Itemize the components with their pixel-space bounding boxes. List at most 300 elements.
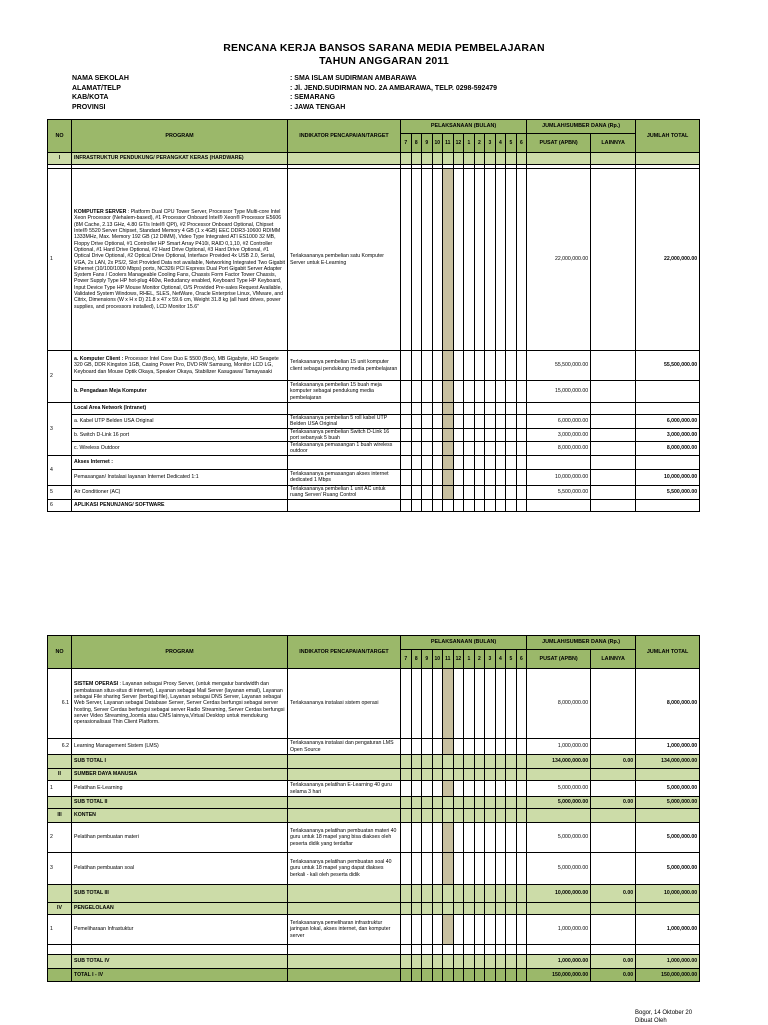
month-cell bbox=[495, 381, 506, 403]
month-cell bbox=[464, 403, 475, 415]
month-cell bbox=[516, 739, 527, 755]
month-cell bbox=[516, 351, 527, 381]
month-cell bbox=[422, 153, 433, 165]
month-cell bbox=[401, 797, 412, 809]
month-cell bbox=[506, 455, 517, 469]
month-cell bbox=[464, 781, 475, 797]
month-cell bbox=[411, 169, 422, 351]
header-total: JUMLAH TOTAL bbox=[636, 120, 700, 153]
month-cell bbox=[485, 823, 496, 853]
table-row bbox=[48, 797, 700, 809]
program-description: : Platform Dual CPU Tower Server, Processor Type Multi-core Intel Xeon Processor (Nehalem-based), #1 Processor Onboard Intel® Xeon® Processor E5606 (8M Cache, 2.13 GHz, 4.80 GT/s Intel® QPI), #2 Processor Onboard Optional, Chipset Intel® 5520 Server Chipset, Standard Memory 4 GB (1 x 4GB) EEC DDR3-10600 RDIMM 1333MHz, Max. Memory 192 GB (12 DIMM), Video Type Integrated ATI ES1000 32 MB, Floppy Drive Optional, #1 Controller HP Smart Array P410i, RAID 0,1,10, #2 Controller Optional, #1 Hard Drive Optional, #2 Hard Drive Optional, #3 Hard Drive Optional, #1 Optical Drive Optional, #2 Optical Drive Optional, Interface Provided 4x USB 2.0, Serial, VGA, 2x LAN, 2x PS/2, Slot Provided Data not available, Networking Integrated Two Gigabit Ethernet (10/100/1000 Mbps) ports, NC326i PCI Express Dual Port Gigabit Server Adapter System Fans / Coolers Manageable Cooling Fans, Chassis Form Factor Tower Chassis, Power Supply Type HP hot-plug 460w, Redudancy enabled, Keyboard Type HP Keyboard, Input Device Type HP Mouse Monitor Optional, O/S Provided Pre-sales Request Available, Validated System Windows, RHEL, SLES, NetWare, Oracle Enterprise Linux, VMware, and Citrix, Dimensions (W x H x D) 21.8 x 47 x 59.6 cm, Weight 31.8 kg (all hard drives, power supplies, and processors installed), LCD Monitor 15.6" bbox=[74, 209, 285, 309]
total-amount bbox=[636, 809, 700, 823]
blank-cell bbox=[411, 945, 422, 955]
month-cell bbox=[516, 499, 527, 511]
header-month: 8 bbox=[411, 134, 422, 153]
month-cell bbox=[464, 955, 475, 969]
month-cell bbox=[401, 823, 412, 853]
header-month: 12 bbox=[453, 650, 464, 669]
pusat-amount: 8,000,000.00 bbox=[527, 442, 591, 456]
month-cell bbox=[485, 351, 496, 381]
section-title: KONTEN bbox=[72, 809, 288, 823]
header-pusat: PUSAT (APBN) bbox=[527, 650, 591, 669]
month-cell bbox=[432, 442, 443, 456]
month-cell bbox=[432, 739, 443, 755]
row-number: 1 bbox=[48, 169, 72, 351]
month-cell bbox=[485, 381, 496, 403]
program-cell bbox=[72, 455, 288, 469]
month-cell bbox=[506, 428, 517, 442]
month-cell bbox=[516, 755, 527, 769]
total-amount: 10,000,000.00 bbox=[636, 885, 700, 903]
header-indicator: INDIKATOR PENCAPAIAN/TARGET bbox=[288, 120, 401, 153]
month-cell bbox=[516, 153, 527, 165]
info-row-school bbox=[72, 74, 497, 84]
month-cell bbox=[411, 823, 422, 853]
month-cell bbox=[516, 485, 527, 499]
month-cell bbox=[453, 485, 464, 499]
month-cell bbox=[464, 381, 475, 403]
header-month: 5 bbox=[506, 134, 517, 153]
month-cell bbox=[443, 969, 454, 982]
month-cell bbox=[474, 809, 485, 823]
month-cell bbox=[453, 455, 464, 469]
indicator-cell bbox=[288, 903, 401, 915]
month-cell bbox=[432, 153, 443, 165]
month-cell bbox=[401, 485, 412, 499]
month-cell bbox=[411, 755, 422, 769]
month-cell bbox=[474, 769, 485, 781]
month-cell bbox=[453, 428, 464, 442]
info-label: NAMA SEKOLAH bbox=[72, 74, 290, 84]
program-heading: APLIKASI PENUNJANG/ SOFTWARE bbox=[74, 502, 165, 508]
row-number: 2 bbox=[48, 823, 72, 853]
month-cell bbox=[411, 769, 422, 781]
total-amount: 5,000,000.00 bbox=[636, 797, 700, 809]
month-cell bbox=[443, 903, 454, 915]
month-cell bbox=[453, 885, 464, 903]
month-cell bbox=[485, 428, 496, 442]
program-heading: Local Area Network (Intranet) bbox=[74, 405, 146, 411]
row-number: 4 bbox=[48, 455, 72, 485]
table-row bbox=[48, 415, 700, 429]
row-number: 1 bbox=[48, 781, 72, 797]
info-row-regency bbox=[72, 93, 497, 103]
month-cell bbox=[495, 169, 506, 351]
month-cell bbox=[495, 885, 506, 903]
month-cell bbox=[506, 169, 517, 351]
other-amount bbox=[591, 428, 636, 442]
month-cell bbox=[411, 153, 422, 165]
month-cell bbox=[432, 415, 443, 429]
month-cell bbox=[474, 669, 485, 739]
month-cell bbox=[485, 903, 496, 915]
month-cell bbox=[432, 351, 443, 381]
month-cell bbox=[401, 903, 412, 915]
month-cell bbox=[432, 809, 443, 823]
table-row bbox=[48, 969, 700, 982]
month-cell bbox=[411, 428, 422, 442]
row-number bbox=[48, 755, 72, 769]
program-cell bbox=[72, 915, 288, 945]
month-cell bbox=[432, 755, 443, 769]
month-cell bbox=[432, 903, 443, 915]
month-cell bbox=[506, 153, 517, 165]
other-amount bbox=[591, 169, 636, 351]
program-description: Pemasangan/ Instalasi layanan Internet Dedicated 1:1 bbox=[74, 474, 199, 480]
month-cell bbox=[516, 442, 527, 456]
row-number: 6 bbox=[48, 499, 72, 511]
month-cell bbox=[453, 769, 464, 781]
header-fund-source: JUMLAH/SUMBER DANA (Rp.) bbox=[527, 120, 636, 134]
month-cell bbox=[422, 403, 433, 415]
info-row-province bbox=[72, 103, 497, 113]
month-cell bbox=[453, 469, 464, 485]
month-cell bbox=[495, 499, 506, 511]
month-cell bbox=[443, 755, 454, 769]
month-cell bbox=[453, 169, 464, 351]
signature-date: Bogor, 14 Oktober 20 bbox=[635, 1010, 692, 1018]
total-amount: 55,500,000.00 bbox=[636, 351, 700, 381]
other-amount bbox=[591, 485, 636, 499]
month-cell bbox=[464, 739, 475, 755]
info-label: ALAMAT/TELP bbox=[72, 84, 290, 94]
month-cell bbox=[453, 499, 464, 511]
month-cell bbox=[495, 969, 506, 982]
month-cell bbox=[432, 769, 443, 781]
table-row bbox=[48, 945, 700, 955]
other-amount bbox=[591, 499, 636, 511]
month-cell bbox=[453, 415, 464, 429]
month-cell bbox=[453, 903, 464, 915]
other-amount bbox=[591, 823, 636, 853]
blank-cell bbox=[432, 945, 443, 955]
month-cell bbox=[422, 809, 433, 823]
info-value: : JAWA TENGAH bbox=[290, 103, 345, 113]
budget-table-page2 bbox=[47, 635, 700, 982]
month-cell bbox=[506, 669, 517, 739]
pusat-amount: 8,000,000.00 bbox=[527, 669, 591, 739]
total-amount: 150,000,000.00 bbox=[636, 969, 700, 982]
month-cell bbox=[401, 381, 412, 403]
total-amount: 1,000,000.00 bbox=[636, 739, 700, 755]
other-amount bbox=[591, 381, 636, 403]
month-cell bbox=[516, 823, 527, 853]
row-number: 6.1 bbox=[48, 669, 72, 739]
indicator-cell: Terlaksananya pembelian 15 unit komputer client sebagai pendukung media pembelajaran bbox=[288, 351, 401, 381]
month-cell bbox=[432, 915, 443, 945]
blank-cell bbox=[636, 945, 700, 955]
total-amount: 5,000,000.00 bbox=[636, 781, 700, 797]
month-cell bbox=[464, 915, 475, 945]
total-amount bbox=[636, 903, 700, 915]
month-cell bbox=[506, 853, 517, 885]
month-cell bbox=[432, 403, 443, 415]
blank-cell bbox=[453, 945, 464, 955]
program-description: Pelatihan pembuatan soal bbox=[74, 865, 134, 871]
month-cell bbox=[516, 169, 527, 351]
other-amount bbox=[591, 469, 636, 485]
month-cell bbox=[464, 885, 475, 903]
month-cell bbox=[422, 381, 433, 403]
month-cell bbox=[443, 669, 454, 739]
indicator-cell bbox=[288, 755, 401, 769]
month-cell bbox=[506, 485, 517, 499]
other-amount bbox=[591, 403, 636, 415]
program-cell bbox=[72, 853, 288, 885]
row-number bbox=[48, 885, 72, 903]
total-amount: 8,000,000.00 bbox=[636, 442, 700, 456]
table-row bbox=[48, 351, 700, 381]
table-row bbox=[48, 403, 700, 415]
month-cell bbox=[411, 853, 422, 885]
month-cell bbox=[422, 739, 433, 755]
month-cell bbox=[495, 797, 506, 809]
row-number: 6.2 bbox=[48, 739, 72, 755]
month-cell bbox=[474, 969, 485, 982]
blank-cell bbox=[516, 945, 527, 955]
header-month: 2 bbox=[474, 134, 485, 153]
month-cell bbox=[432, 797, 443, 809]
program-cell bbox=[72, 499, 288, 511]
month-cell bbox=[495, 769, 506, 781]
month-cell bbox=[516, 381, 527, 403]
other-amount bbox=[591, 415, 636, 429]
row-number: 5 bbox=[48, 485, 72, 499]
other-amount: 0.00 bbox=[591, 797, 636, 809]
month-cell bbox=[495, 469, 506, 485]
header-no: NO bbox=[48, 120, 72, 153]
month-cell bbox=[422, 755, 433, 769]
month-cell bbox=[443, 415, 454, 429]
info-value: : SEMARANG bbox=[290, 93, 335, 103]
total-amount: 8,000,000.00 bbox=[636, 669, 700, 739]
month-cell bbox=[464, 809, 475, 823]
header-month: 4 bbox=[495, 650, 506, 669]
month-cell bbox=[401, 403, 412, 415]
month-cell bbox=[474, 755, 485, 769]
other-amount bbox=[591, 853, 636, 885]
table-row bbox=[48, 428, 700, 442]
month-cell bbox=[401, 885, 412, 903]
month-cell bbox=[453, 915, 464, 945]
indicator-cell bbox=[288, 955, 401, 969]
month-cell bbox=[464, 469, 475, 485]
month-cell bbox=[432, 469, 443, 485]
table-row bbox=[48, 455, 700, 469]
blank-cell bbox=[288, 945, 401, 955]
month-cell bbox=[506, 781, 517, 797]
total-amount: 5,000,000.00 bbox=[636, 853, 700, 885]
month-cell bbox=[516, 669, 527, 739]
program-cell bbox=[72, 485, 288, 499]
month-cell bbox=[464, 485, 475, 499]
header-month: 11 bbox=[443, 650, 454, 669]
month-cell bbox=[432, 885, 443, 903]
other-amount: 0.00 bbox=[591, 969, 636, 982]
month-cell bbox=[411, 442, 422, 456]
blank-cell bbox=[495, 945, 506, 955]
month-cell bbox=[453, 823, 464, 853]
blank-cell bbox=[48, 945, 72, 955]
pusat-amount: 22,000,000.00 bbox=[527, 169, 591, 351]
program-cell bbox=[72, 739, 288, 755]
month-cell bbox=[495, 781, 506, 797]
total-amount bbox=[636, 403, 700, 415]
program-description: Processor Intel Core Duo E 5500 (Box), MB Gigabyte, HD Seagete 320 GB, DDR Kingston 1GB, Casing Power Pro, DVD RW Samsung, Monitor LCD LG, Keyboard dan Mouse Optik Okaya, Speaker Okaya, Stabilizer Kasugawa/ Tamayasaki bbox=[74, 356, 279, 375]
month-cell bbox=[411, 669, 422, 739]
table-row bbox=[48, 485, 700, 499]
month-cell bbox=[401, 755, 412, 769]
month-cell bbox=[443, 455, 454, 469]
header-month: 10 bbox=[432, 134, 443, 153]
month-cell bbox=[506, 809, 517, 823]
month-cell bbox=[411, 499, 422, 511]
month-cell bbox=[506, 415, 517, 429]
month-cell bbox=[432, 955, 443, 969]
month-cell bbox=[474, 381, 485, 403]
month-cell bbox=[401, 739, 412, 755]
indicator-cell: Terlaksananya instalasi dan pengaturan LMS Open Source bbox=[288, 739, 401, 755]
month-cell bbox=[485, 915, 496, 945]
month-cell bbox=[464, 903, 475, 915]
month-cell bbox=[506, 755, 517, 769]
header-indicator: INDIKATOR PENCAPAIAN/TARGET bbox=[288, 636, 401, 669]
program-cell bbox=[72, 428, 288, 442]
subtotal-label: SUB TOTAL II bbox=[72, 797, 288, 809]
pusat-amount: 10,000,000.00 bbox=[527, 885, 591, 903]
month-cell bbox=[506, 885, 517, 903]
month-cell bbox=[422, 781, 433, 797]
pusat-amount: 5,500,000.00 bbox=[527, 485, 591, 499]
indicator-cell bbox=[288, 499, 401, 511]
month-cell bbox=[432, 169, 443, 351]
month-cell bbox=[401, 915, 412, 945]
program-cell bbox=[72, 415, 288, 429]
month-cell bbox=[453, 755, 464, 769]
month-cell bbox=[411, 781, 422, 797]
header-month: 8 bbox=[411, 650, 422, 669]
info-row-address bbox=[72, 84, 497, 94]
program-description: : Layanan sebagai Proxy Server, (untuk mengatur bandwidth dan pembatasan situs-situs di internet), Layanan sebagai Mail Server (layanan email), Layanan sebagai File sharing Server (berbagi file), Layanan sebagai DNS Server, Layanan sebagai Web Server, Layanan sebagai Database Server, Server Cerdas berfungsi sebagai server hosting, Server Cerdas berfungsi sebagai server Radio Streaming, Server Cerdas berfungsi server Video Streaming,Joomla atau CMS lainnya,Virtual Desktop untuk mendukung operasionalisasi Thin Client Platform. bbox=[74, 681, 285, 725]
month-cell bbox=[516, 885, 527, 903]
month-cell bbox=[411, 403, 422, 415]
program-cell bbox=[72, 403, 288, 415]
row-number bbox=[48, 969, 72, 982]
other-amount bbox=[591, 153, 636, 165]
other-amount bbox=[591, 769, 636, 781]
program-cell bbox=[72, 781, 288, 797]
pusat-amount: 55,500,000.00 bbox=[527, 351, 591, 381]
month-cell bbox=[516, 769, 527, 781]
indicator-cell: Terlaksananya pembelian Switch D-Link 16 port sebanyak 5 buah bbox=[288, 428, 401, 442]
month-cell bbox=[464, 169, 475, 351]
month-cell bbox=[485, 415, 496, 429]
month-cell bbox=[443, 809, 454, 823]
month-cell bbox=[411, 351, 422, 381]
table-row bbox=[48, 499, 700, 511]
month-cell bbox=[422, 499, 433, 511]
month-cell bbox=[464, 442, 475, 456]
month-cell bbox=[495, 153, 506, 165]
month-cell bbox=[485, 499, 496, 511]
program-description: b. Switch D-Link 16 port bbox=[74, 432, 129, 438]
total-amount: 1,000,000.00 bbox=[636, 955, 700, 969]
month-cell bbox=[411, 915, 422, 945]
table-row bbox=[48, 903, 700, 915]
section-title: SUMBER DAYA MANUSIA bbox=[72, 769, 288, 781]
month-cell bbox=[474, 885, 485, 903]
pusat-amount: 5,000,000.00 bbox=[527, 781, 591, 797]
month-cell bbox=[495, 442, 506, 456]
pusat-amount bbox=[527, 153, 591, 165]
month-cell bbox=[411, 955, 422, 969]
month-cell bbox=[485, 739, 496, 755]
blank-cell bbox=[474, 945, 485, 955]
month-cell bbox=[516, 853, 527, 885]
month-cell bbox=[422, 885, 433, 903]
month-cell bbox=[422, 769, 433, 781]
other-amount bbox=[591, 809, 636, 823]
indicator-cell bbox=[288, 797, 401, 809]
month-cell bbox=[485, 969, 496, 982]
month-cell bbox=[495, 915, 506, 945]
month-cell bbox=[464, 823, 475, 853]
month-cell bbox=[411, 381, 422, 403]
month-cell bbox=[495, 823, 506, 853]
month-cell bbox=[432, 669, 443, 739]
month-cell bbox=[422, 969, 433, 982]
indicator-cell: Terlaksananya pemasangan akses internet dedicated 1 Mbps bbox=[288, 469, 401, 485]
indicator-cell: Terlaksananya pembelian 1 unit AC untuk ruang Server/ Ruang Control bbox=[288, 485, 401, 499]
month-cell bbox=[516, 403, 527, 415]
blank-cell bbox=[464, 945, 475, 955]
month-cell bbox=[401, 153, 412, 165]
table-row bbox=[48, 781, 700, 797]
month-cell bbox=[495, 903, 506, 915]
pusat-amount: 3,000,000.00 bbox=[527, 428, 591, 442]
month-cell bbox=[443, 428, 454, 442]
month-cell bbox=[453, 739, 464, 755]
header-month: 11 bbox=[443, 134, 454, 153]
month-cell bbox=[506, 769, 517, 781]
month-cell bbox=[422, 915, 433, 945]
indicator-cell: Terlaksananya pembelian 15 buah meja komputer sebagai pendukung media pembelajaran bbox=[288, 381, 401, 403]
month-cell bbox=[422, 455, 433, 469]
pusat-amount: 6,000,000.00 bbox=[527, 415, 591, 429]
signature-made-by: Dibuat Oleh bbox=[635, 1018, 692, 1025]
other-amount bbox=[591, 455, 636, 469]
month-cell bbox=[443, 169, 454, 351]
month-cell bbox=[401, 351, 412, 381]
month-cell bbox=[485, 169, 496, 351]
document-title: RENCANA KERJA BANSOS SARANA MEDIA PEMBELAJARAN bbox=[0, 42, 768, 54]
subtotal-label: SUB TOTAL IV bbox=[72, 955, 288, 969]
month-cell bbox=[485, 153, 496, 165]
pusat-amount: 5,000,000.00 bbox=[527, 823, 591, 853]
month-cell bbox=[495, 955, 506, 969]
month-cell bbox=[401, 499, 412, 511]
blank-cell bbox=[591, 945, 636, 955]
indicator-cell: Terlaksananya pelatihan pembuatan materi 40 guru untuk 18 mapel yang bisa diakses oleh peserta didik yang terdaftar bbox=[288, 823, 401, 853]
program-cell bbox=[72, 669, 288, 739]
month-cell bbox=[474, 955, 485, 969]
month-cell bbox=[506, 442, 517, 456]
month-cell bbox=[443, 885, 454, 903]
month-cell bbox=[506, 403, 517, 415]
document-subtitle: TAHUN ANGGARAN 2011 bbox=[0, 55, 768, 67]
other-amount bbox=[591, 442, 636, 456]
